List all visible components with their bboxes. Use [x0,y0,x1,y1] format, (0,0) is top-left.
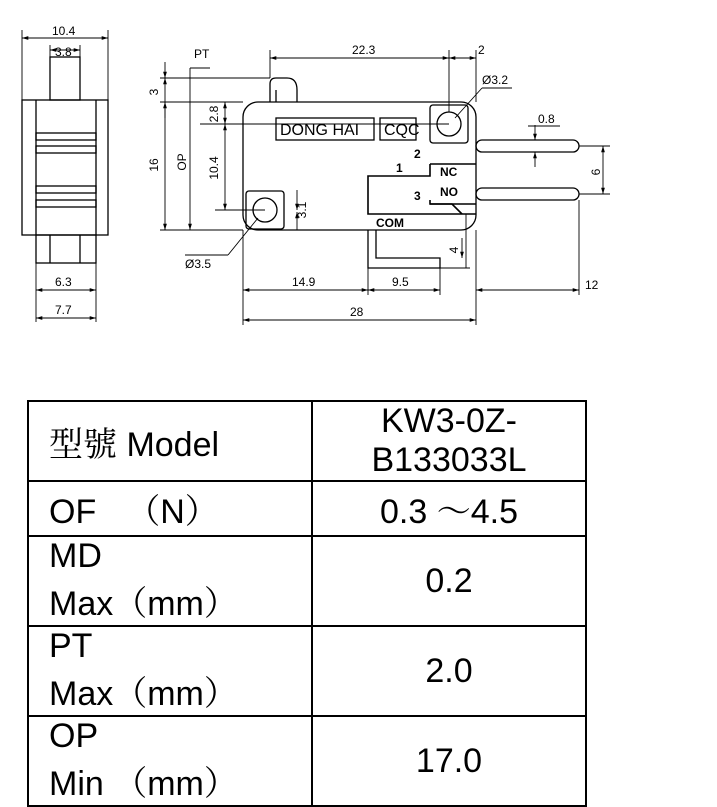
dim-dia-3-5: Ø3.5 [185,257,212,271]
dim-4: 4 [447,246,461,254]
brand-label: DONG HAI [280,122,360,139]
dim-16: 16 [147,158,161,172]
dim-6-3: 6.3 [55,275,72,289]
dim-12: 12 [585,278,599,292]
spec-subkey: （N） [126,493,219,531]
dim-plunger-3-8: 3.8 [55,45,72,59]
dim-3: 3 [147,88,161,96]
terminal-3-number: 3 [414,189,421,203]
spec-table [27,400,587,807]
spec-key: OP [49,717,99,755]
pt-label: PT [194,47,210,61]
terminal-2-number: 2 [414,147,421,161]
spec-row-model [28,401,586,481]
switch-dimension-drawing [0,0,717,395]
spec-value: 0.2 [312,536,586,626]
dim-width-10-4: 10.4 [52,24,76,38]
terminal-1-number: 1 [396,161,403,175]
dim-10-4-vertical: 10.4 [207,156,221,180]
dim-3-1: 3.1 [295,201,309,219]
spec-value: 17.0 [312,716,586,806]
dim-2-8: 2.8 [207,105,221,123]
side-view [22,57,108,263]
spec-key: 型號 [49,425,117,464]
cqc-label: CQC [384,122,420,139]
dim-6: 6 [589,168,603,176]
spec-row-md [28,536,586,626]
spec-subkey: Max（mm） [49,585,238,623]
com-label: COM [376,216,404,230]
dim-22-3: 22.3 [352,43,376,57]
spec-subkey: Max（mm） [49,675,238,713]
dim-14-9: 14.9 [292,275,316,289]
spec-subkey: Model [126,425,220,464]
spec-value: 0.3 ～4.5 [312,481,586,536]
dim-2: 2 [478,43,485,57]
dim-28: 28 [350,305,364,319]
nc-label: NC [440,165,458,179]
dim-7-7: 7.7 [55,303,72,317]
spec-subkey: Min （mm） [49,765,238,803]
front-view [243,78,579,268]
dim-dia-3-2: Ø3.2 [482,73,509,87]
spec-row-pt [28,626,586,716]
spec-row-op [28,716,586,806]
spec-value: KW3-0Z-B133033L [312,401,586,481]
spec-value: 2.0 [312,626,586,716]
spec-key: MD [49,537,102,575]
spec-key: PT [49,627,93,665]
spec-row-of [28,481,586,536]
dim-9-5: 9.5 [392,275,409,289]
no-label: NO [440,185,458,199]
dim-0-8: 0.8 [538,112,555,126]
op-label: OP [175,153,189,171]
spec-key: OF [49,493,97,531]
